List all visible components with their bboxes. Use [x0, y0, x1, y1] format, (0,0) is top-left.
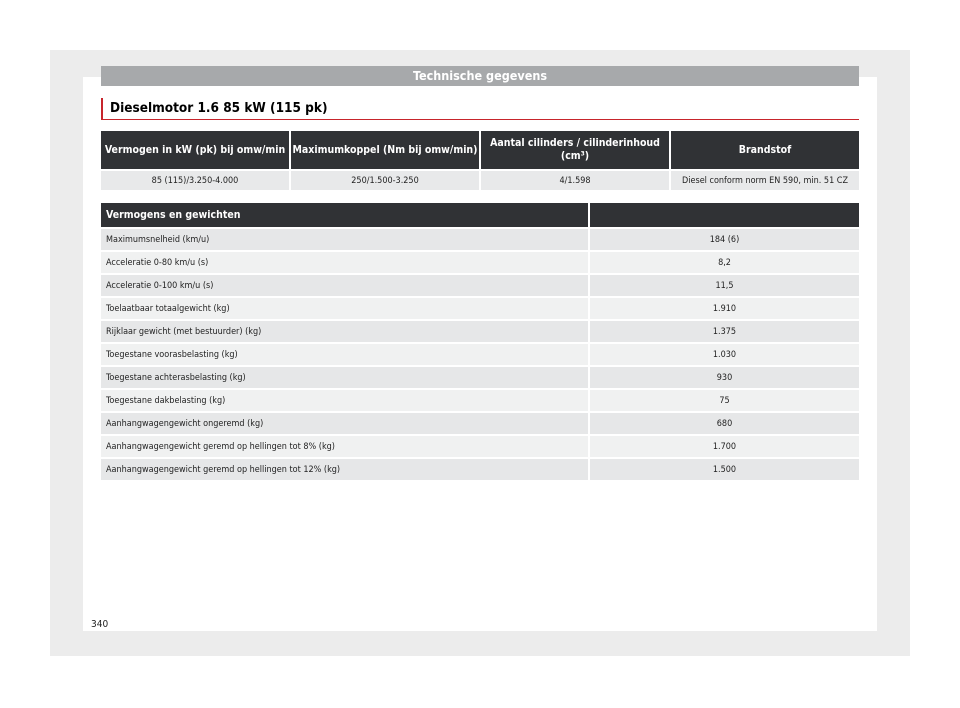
- engine-table-row: [101, 171, 859, 190]
- row-label: Acceleratie 0-100 km/u (s): [101, 275, 588, 296]
- engine-cell-power: 85 (115)/3.250-4.000: [101, 171, 289, 190]
- table-row: [101, 229, 859, 250]
- engine-cell-fuel: Diesel conform norm EN 590, min. 51 CZ: [671, 171, 859, 190]
- table-row: [101, 344, 859, 365]
- engine-cell-cylinders: 4/1.598: [481, 171, 669, 190]
- row-label: Aanhangwagengewicht geremd op hellingen tot 8% (kg): [101, 436, 588, 457]
- engine-header-fuel: Brandstof: [671, 131, 859, 169]
- engine-spec-table: [99, 129, 861, 192]
- engine-table-header-row: [101, 131, 859, 169]
- table-row: [101, 321, 859, 342]
- row-value: 1.030: [590, 344, 859, 365]
- row-label: Aanhangwagengewicht ongeremd (kg): [101, 413, 588, 434]
- row-label: Aanhangwagengewicht geremd op hellingen tot 12% (kg): [101, 459, 588, 480]
- engine-header-power: Vermogen in kW (pk) bij omw/min: [101, 131, 289, 169]
- table-row: [101, 298, 859, 319]
- table-row: [101, 436, 859, 457]
- table-row: [101, 252, 859, 273]
- section-title: Dieselmotor 1.6 85 kW (115 pk): [101, 98, 859, 120]
- table-row: [101, 459, 859, 480]
- engine-cell-torque: 250/1.500-3.250: [291, 171, 479, 190]
- row-label: Toegestane dakbelasting (kg): [101, 390, 588, 411]
- row-label: Maximumsnelheid (km/u): [101, 229, 588, 250]
- row-value: 11,5: [590, 275, 859, 296]
- table-row: [101, 390, 859, 411]
- weights-header-value: [590, 203, 859, 227]
- engine-header-cylinders: Aantal cilinders / cilinderinhoud (cm³): [481, 131, 669, 169]
- table-row: [101, 367, 859, 388]
- engine-header-torque: Maximumkoppel (Nm bij omw/min): [291, 131, 479, 169]
- row-value: 930: [590, 367, 859, 388]
- weights-table-header-row: [101, 203, 859, 227]
- weights-table: [99, 201, 861, 482]
- row-value: 680: [590, 413, 859, 434]
- table-row: [101, 413, 859, 434]
- row-value: 1.700: [590, 436, 859, 457]
- row-label: Toelaatbaar totaalgewicht (kg): [101, 298, 588, 319]
- row-label: Rijklaar gewicht (met bestuurder) (kg): [101, 321, 588, 342]
- page-number: 340: [91, 619, 109, 630]
- row-value: 1.500: [590, 459, 859, 480]
- row-value: 1.910: [590, 298, 859, 319]
- row-label: Toegestane achterasbelasting (kg): [101, 367, 588, 388]
- row-value: 75: [590, 390, 859, 411]
- row-value: 1.375: [590, 321, 859, 342]
- chapter-header: Technische gegevens: [101, 66, 859, 86]
- row-value: 184 (6): [590, 229, 859, 250]
- weights-header-label: Vermogens en gewichten: [101, 203, 588, 227]
- row-label: Acceleratie 0-80 km/u (s): [101, 252, 588, 273]
- row-label: Toegestane voorasbelasting (kg): [101, 344, 588, 365]
- table-row: [101, 275, 859, 296]
- row-value: 8,2: [590, 252, 859, 273]
